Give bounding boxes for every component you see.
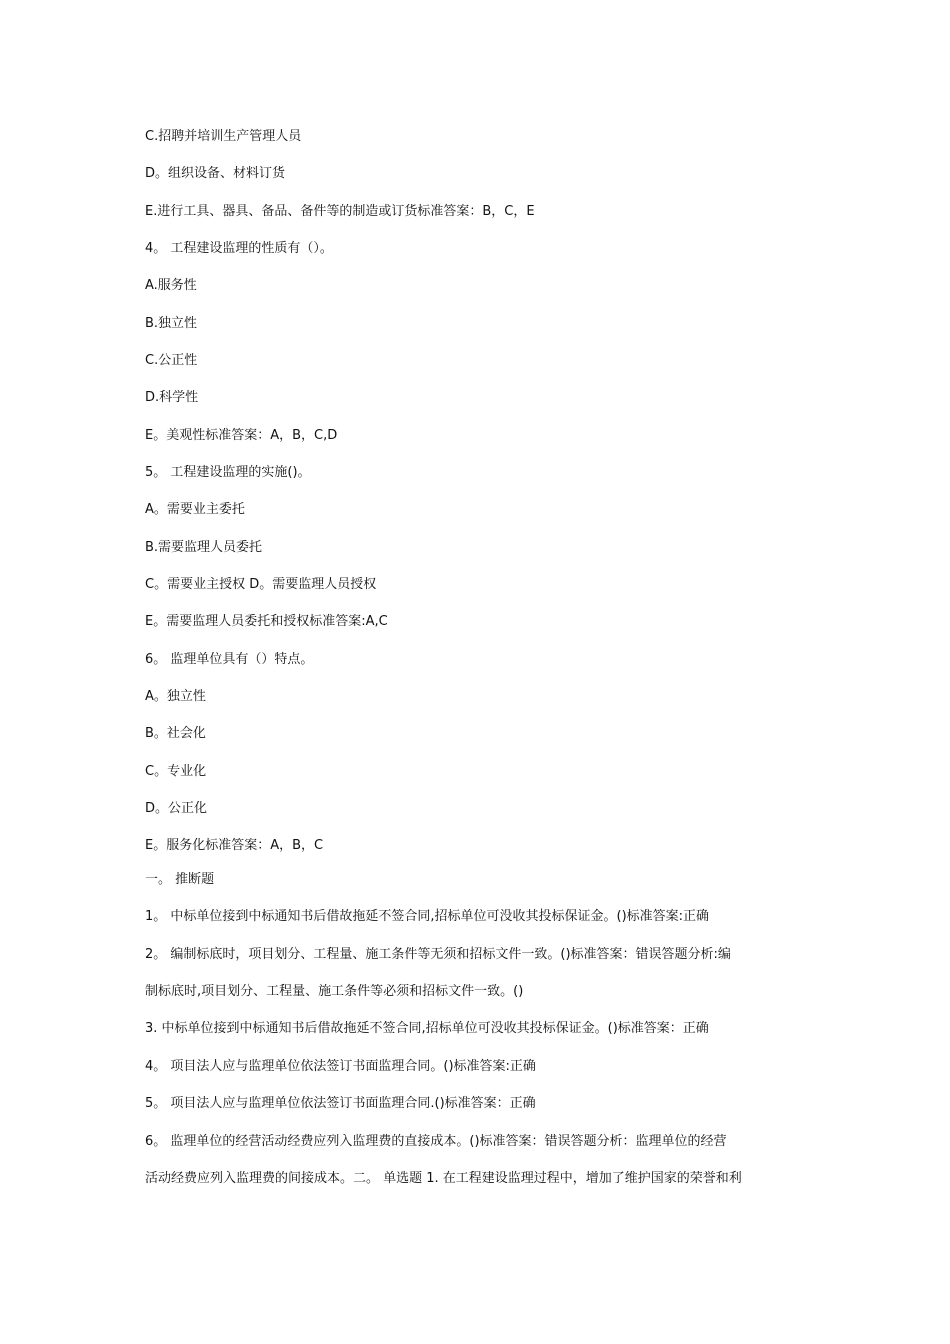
section-heading: 一。 推断题	[145, 872, 215, 887]
text-line: 1。 中标单位接到中标通知书后借故拖延不签合同,招标单位可没收其投标保证金。()标准答案:正确	[145, 909, 710, 924]
text-line: C.招聘并培训生产管理人员	[145, 129, 302, 144]
text-line: E.进行工具、器具、备品、备件等的制造或订货标准答案：B，C，E	[145, 204, 535, 219]
text-line: B.需要监理人员委托	[145, 540, 263, 555]
text-line: D。公正化	[145, 801, 208, 816]
question-title: 4。 工程建设监理的性质有（）。	[145, 241, 333, 256]
text-line: A.服务性	[145, 278, 197, 293]
text-line: 2。 编制标底时，项目划分、工程量、施工条件等无须和招标文件一致。()标准答案：错误答题分析:编	[145, 947, 731, 962]
text-line: D。组织设备、材料订货	[145, 166, 286, 181]
text-line: C.公正性	[145, 353, 198, 368]
text-line: 6。 监理单位的经营活动经费应列入监理费的直接成本。()标准答案：错误答题分析：监理单位的经营	[145, 1134, 727, 1149]
text-line: E。美观性标准答案：A，B，C,D	[145, 428, 338, 443]
text-line: D.科学性	[145, 390, 199, 405]
text-line: 活动经费应列入监理费的间接成本。二。 单选题 1. 在工程建设监理过程中，增加了维护国家的荣誉和利	[145, 1171, 742, 1186]
text-line: 制标底时,项目划分、工程量、施工条件等必须和招标文件一致。()	[145, 984, 524, 999]
text-line: E。需要监理人员委托和授权标准答案:A,C	[145, 614, 388, 629]
text-line: A。需要业主委托	[145, 502, 245, 517]
question-title: 5。 工程建设监理的实施()。	[145, 465, 311, 480]
text-line: 5。 项目法人应与监理单位依法签订书面监理合同.()标准答案：正确	[145, 1096, 536, 1111]
text-line: 3. 中标单位接到中标通知书后借故拖延不签合同,招标单位可没收其投标保证金。()标准答案：正确	[145, 1021, 709, 1036]
text-line: B.独立性	[145, 316, 198, 331]
text-line: B。社会化	[145, 726, 206, 741]
text-line: A。独立性	[145, 689, 206, 704]
text-line: C。专业化	[145, 764, 207, 779]
question-title: 6。 监理单位具有（）特点。	[145, 652, 314, 667]
text-line: E。服务化标准答案：A，B，C	[145, 838, 324, 853]
text-line: C。需要业主授权 D。需要监理人员授权	[145, 577, 377, 592]
text-line: 4。 项目法人应与监理单位依法签订书面监理合同。()标准答案:正确	[145, 1059, 536, 1074]
